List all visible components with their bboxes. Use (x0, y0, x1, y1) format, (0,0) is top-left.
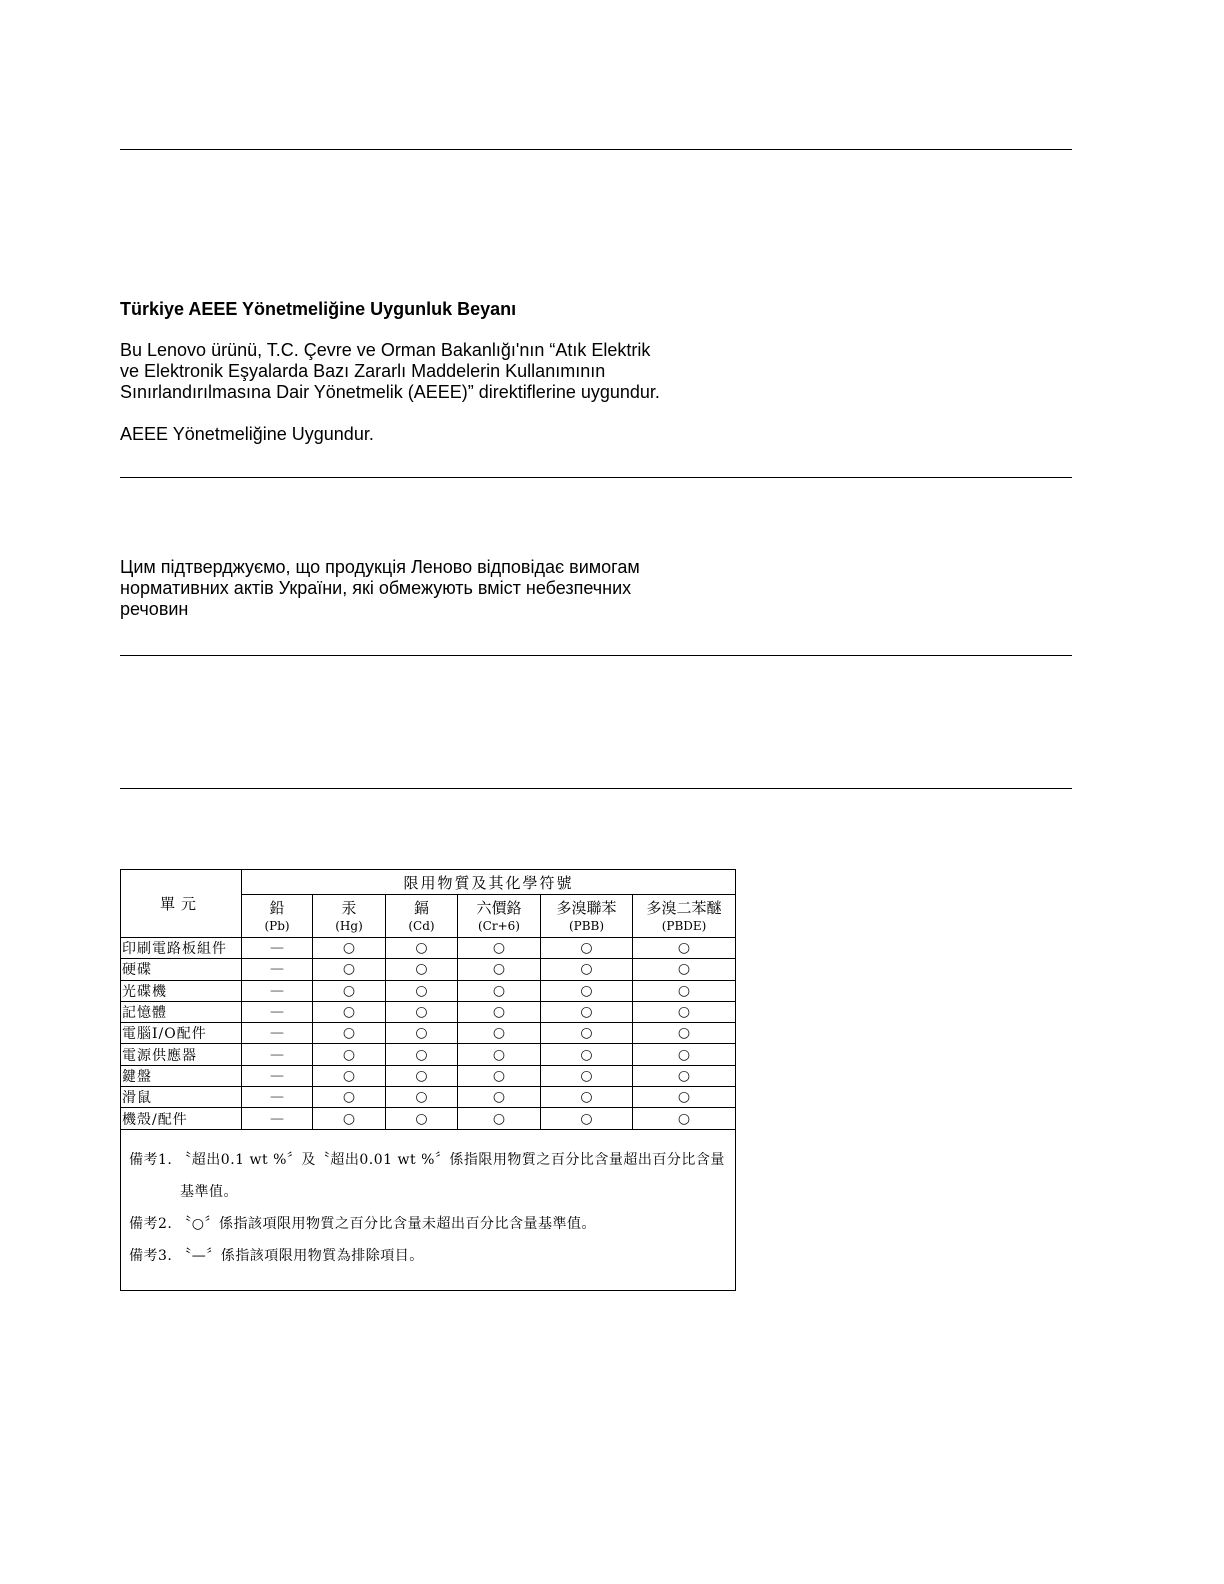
divider-rule (120, 477, 1072, 478)
compliant-mark: ○ (386, 938, 458, 959)
compliant-mark: ○ (633, 1065, 736, 1086)
table-row (121, 1108, 736, 1129)
ukraine-paragraph-line: речовин (120, 599, 189, 619)
turkey-heading: Türkiye AEEE Yönetmeliğine Uygunluk Beyanı (120, 299, 517, 319)
table-row (121, 1044, 736, 1065)
compliant-mark: ○ (633, 938, 736, 959)
substance-name: 多溴二苯醚 (646, 899, 722, 917)
substance-name: 多溴聯苯 (556, 899, 617, 917)
compliant-mark: ○ (458, 938, 541, 959)
component-name: 記憶體 (121, 1001, 242, 1022)
table-row (121, 938, 736, 959)
table-row (121, 959, 736, 980)
substance-name: 鎘 (413, 899, 429, 917)
compliant-mark: ○ (313, 1065, 386, 1086)
compliant-mark: ○ (386, 1023, 458, 1044)
exempt-mark: — (242, 1108, 313, 1129)
note-1: 備考1. 〝超出0.1 wt %〞及〝超出0.01 wt %〞係指限用物質之百分比含量超出百分比含量 (129, 1151, 725, 1168)
exempt-mark: — (242, 959, 313, 980)
substance-header (633, 895, 736, 938)
ukraine-paragraph-line: нормативних актів України, які обмежують вміст небезпечних (120, 578, 632, 598)
component-name: 光碟機 (121, 980, 242, 1001)
component-name: 印刷電路板組件 (121, 938, 242, 959)
compliant-mark: ○ (458, 1044, 541, 1065)
substance-symbol: (Hg) (335, 919, 363, 933)
compliant-mark: ○ (541, 1065, 633, 1086)
exempt-mark: — (242, 980, 313, 1001)
compliant-mark: ○ (313, 1044, 386, 1065)
component-name: 滑鼠 (121, 1087, 242, 1108)
compliant-mark: ○ (458, 959, 541, 980)
substance-name: 六價鉻 (476, 899, 522, 917)
substance-symbol: (Pb) (264, 919, 290, 933)
ukraine-paragraph (120, 557, 640, 620)
note-1-continued: 基準值。 (180, 1183, 238, 1200)
rohs-body (121, 938, 736, 1130)
substance-symbol: (Cr+6) (478, 919, 520, 933)
compliant-mark: ○ (458, 980, 541, 1001)
turkey-conformity: AEEE Yönetmeliğine Uygundur. (120, 424, 374, 444)
substance-name: 鉛 (269, 899, 285, 917)
compliant-mark: ○ (386, 1065, 458, 1086)
compliant-mark: ○ (633, 1001, 736, 1022)
exempt-mark: — (242, 1001, 313, 1022)
compliant-mark: ○ (541, 938, 633, 959)
exempt-mark: — (242, 1044, 313, 1065)
compliant-mark: ○ (386, 1108, 458, 1129)
substance-symbol: (PBDE) (661, 919, 707, 933)
unit-header: 單元 (121, 870, 242, 938)
compliant-mark: ○ (541, 1108, 633, 1129)
rohs-notes (121, 1129, 736, 1290)
substance-symbol: (Cd) (408, 919, 435, 933)
rohs-table (120, 869, 736, 1291)
compliant-mark: ○ (541, 980, 633, 1001)
compliant-mark: ○ (386, 980, 458, 1001)
divider-rule (120, 655, 1072, 656)
table-row (121, 1065, 736, 1086)
compliant-mark: ○ (458, 1001, 541, 1022)
compliant-mark: ○ (633, 1108, 736, 1129)
ukraine-paragraph-line: Цим підтверджуємо, що продукція Леново відповідає вимогам (120, 557, 640, 577)
compliant-mark: ○ (386, 1044, 458, 1065)
compliant-mark: ○ (313, 1087, 386, 1108)
compliant-mark: ○ (386, 959, 458, 980)
divider-rule (120, 149, 1072, 150)
compliant-mark: ○ (458, 1087, 541, 1108)
compliant-mark: ○ (313, 938, 386, 959)
turkey-paragraph-line: Sınırlandırılmasına Dair Yönetmelik (AEEE)” direktiflerine uygundur. (120, 382, 660, 402)
turkey-paragraph-line: ve Elektronik Eşyalarda Bazı Zararlı Maddelerin Kullanımının (120, 361, 606, 381)
compliant-mark: ○ (633, 1023, 736, 1044)
compliant-mark: ○ (313, 1001, 386, 1022)
compliant-mark: ○ (458, 1108, 541, 1129)
component-name: 電腦I/O配件 (121, 1023, 242, 1044)
turkey-section (120, 299, 660, 445)
compliant-mark: ○ (541, 1087, 633, 1108)
compliant-mark: ○ (386, 1001, 458, 1022)
component-name: 鍵盤 (121, 1065, 242, 1086)
compliant-mark: ○ (541, 1023, 633, 1044)
compliant-mark: ○ (633, 1044, 736, 1065)
note-2: 備考2. 〝○〞係指該項限用物質之百分比含量未超出百分比含量基準值。 (129, 1215, 597, 1232)
compliant-mark: ○ (541, 959, 633, 980)
table-row (121, 1087, 736, 1108)
exempt-mark: — (242, 1087, 313, 1108)
compliant-mark: ○ (313, 1023, 386, 1044)
substance-header (313, 895, 386, 938)
compliant-mark: ○ (633, 1087, 736, 1108)
compliant-mark: ○ (633, 980, 736, 1001)
ukraine-section (120, 557, 640, 620)
component-name: 硬碟 (121, 959, 242, 980)
component-name: 電源供應器 (121, 1044, 242, 1065)
substance-symbol: (PBB) (568, 919, 605, 933)
turkey-paragraph (120, 340, 660, 403)
compliant-mark: ○ (541, 1044, 633, 1065)
compliant-mark: ○ (313, 980, 386, 1001)
restricted-substances-header: 限用物質及其化學符號 (242, 870, 736, 895)
rohs-notes-row (121, 1129, 736, 1290)
exempt-mark: — (242, 938, 313, 959)
table-row (121, 980, 736, 1001)
substance-name: 汞 (341, 899, 357, 917)
table-row (121, 1023, 736, 1044)
compliant-mark: ○ (633, 959, 736, 980)
note-3: 備考3. 〝—〞係指該項限用物質為排除項目。 (129, 1247, 424, 1264)
rohs-header-row (121, 870, 736, 895)
substance-header (541, 895, 633, 938)
exempt-mark: — (242, 1023, 313, 1044)
substance-header (458, 895, 541, 938)
compliant-mark: ○ (313, 959, 386, 980)
divider-rule (120, 788, 1072, 789)
compliant-mark: ○ (458, 1023, 541, 1044)
substance-header (242, 895, 313, 938)
turkey-paragraph-line: Bu Lenovo ürünü, T.C. Çevre ve Orman Bakanlığı'nın “Atık Elektrik (120, 340, 651, 360)
substance-header (386, 895, 458, 938)
compliant-mark: ○ (458, 1065, 541, 1086)
compliant-mark: ○ (386, 1087, 458, 1108)
exempt-mark: — (242, 1065, 313, 1086)
compliant-mark: ○ (541, 1001, 633, 1022)
component-name: 機殼/配件 (121, 1108, 242, 1129)
table-row (121, 1001, 736, 1022)
compliant-mark: ○ (313, 1108, 386, 1129)
